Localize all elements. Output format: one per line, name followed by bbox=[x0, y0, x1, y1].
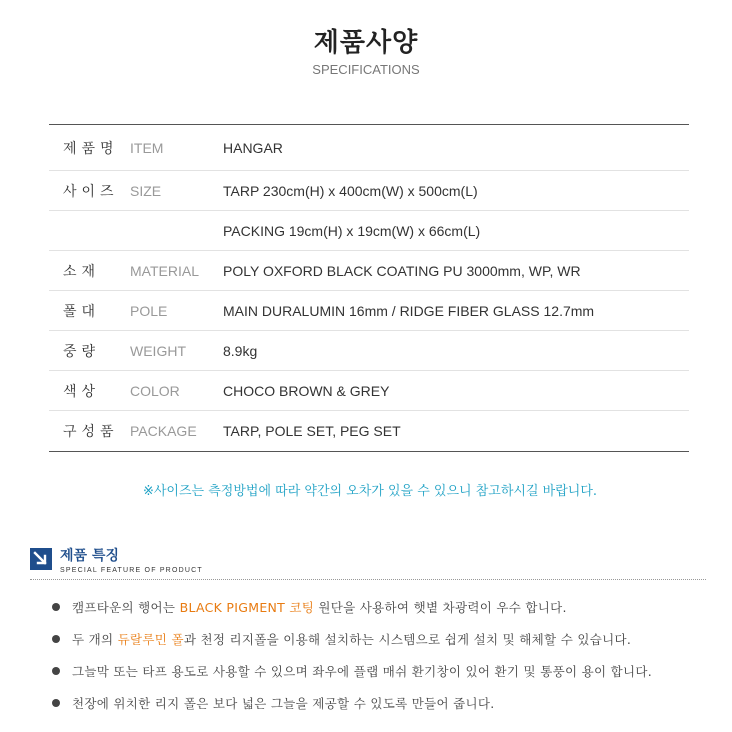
feature-item bbox=[52, 598, 722, 630]
spec-row bbox=[49, 291, 689, 331]
spec-label-en: PACKAGE bbox=[130, 423, 197, 439]
feature-highlight: BLACK PIGMENT 코팅 bbox=[179, 600, 315, 615]
spec-label-ko: 중량 bbox=[63, 343, 101, 360]
feature-text: 천장에 위치한 리지 폴은 보다 넓은 그늘을 제공할 수 있도록 만들어 줍니다. bbox=[72, 696, 495, 711]
spec-label-ko: 소재 bbox=[63, 263, 101, 280]
spec-row bbox=[49, 371, 689, 411]
arrow-down-right-icon bbox=[30, 548, 52, 570]
spec-value: POLY OXFORD BLACK COATING PU 3000mm, WP, WR bbox=[223, 262, 581, 279]
spec-label-en: MATERIAL bbox=[130, 262, 199, 279]
feature-item bbox=[52, 630, 722, 662]
spec-value: MAIN DURALUMIN 16mm / RIDGE FIBER GLASS 12.7mm bbox=[223, 302, 595, 319]
spec-label-en: SIZE bbox=[130, 182, 162, 199]
dotted-divider bbox=[30, 579, 706, 580]
features-header bbox=[30, 548, 203, 574]
bullet-icon bbox=[52, 667, 60, 675]
spec-row bbox=[49, 171, 689, 211]
size-notice: ※사이즈는 측정방법에 따라 약간의 오차가 있을 수 있으니 참고하시길 바랍니다. bbox=[142, 484, 598, 499]
feature-highlight: 듀랄루민 폴 bbox=[117, 632, 184, 647]
spec-value: 8.9kg bbox=[223, 342, 258, 359]
feature-list bbox=[52, 598, 722, 726]
spec-value: HANGAR bbox=[223, 139, 283, 156]
spec-label-en: COLOR bbox=[130, 382, 180, 399]
spec-label-ko: 폴대 bbox=[63, 303, 101, 320]
spec-row bbox=[49, 331, 689, 371]
spec-label-ko: 제품명 bbox=[63, 140, 119, 157]
features-subtitle: SPECIAL FEATURE OF PRODUCT bbox=[60, 567, 203, 574]
spec-label-ko: 사이즈 bbox=[63, 183, 119, 200]
bullet-icon bbox=[52, 699, 60, 707]
spec-value: TARP 230cm(H) x 400cm(W) x 500cm(L) bbox=[223, 182, 478, 199]
spec-label-en: ITEM bbox=[130, 139, 164, 156]
page-subtitle: SPECIFICATIONS bbox=[312, 62, 420, 77]
feature-text: 그늘막 또는 타프 용도로 사용할 수 있으며 좌우에 플랩 매쉬 환기창이 있어 환기 및 통풍이 용이 합니다. bbox=[72, 664, 653, 679]
feature-item bbox=[52, 694, 722, 726]
spec-value: TARP, POLE SET, PEG SET bbox=[223, 423, 401, 439]
spec-value: CHOCO BROWN & GREY bbox=[223, 382, 390, 399]
page-title: 제품사양 bbox=[313, 28, 419, 58]
spec-row bbox=[49, 411, 689, 451]
spec-label-en: WEIGHT bbox=[130, 342, 186, 359]
spec-value: PACKING 19cm(H) x 19cm(W) x 66cm(L) bbox=[223, 222, 481, 239]
spec-label-ko: 구성품 bbox=[63, 424, 119, 440]
feature-item bbox=[52, 662, 722, 694]
feature-text: 두 개의 듀랄루민 폴과 천정 리지폴을 이용해 설치하는 시스템으로 쉽게 설치 및 해체할 수 있습니다. bbox=[72, 632, 632, 647]
spec-label-ko: 색상 bbox=[63, 383, 101, 400]
bullet-icon bbox=[52, 603, 60, 611]
spec-label-en: POLE bbox=[130, 302, 168, 319]
spec-table bbox=[49, 124, 689, 452]
features-title: 제품 특징 bbox=[60, 548, 119, 564]
spec-row bbox=[49, 211, 689, 251]
spec-row bbox=[49, 125, 689, 171]
spec-row bbox=[49, 251, 689, 291]
feature-text: 캠프타운의 행어는 BLACK PIGMENT 코팅 원단을 사용하여 햇볕 차광력이 우수 합니다. bbox=[72, 600, 567, 615]
bullet-icon bbox=[52, 635, 60, 643]
